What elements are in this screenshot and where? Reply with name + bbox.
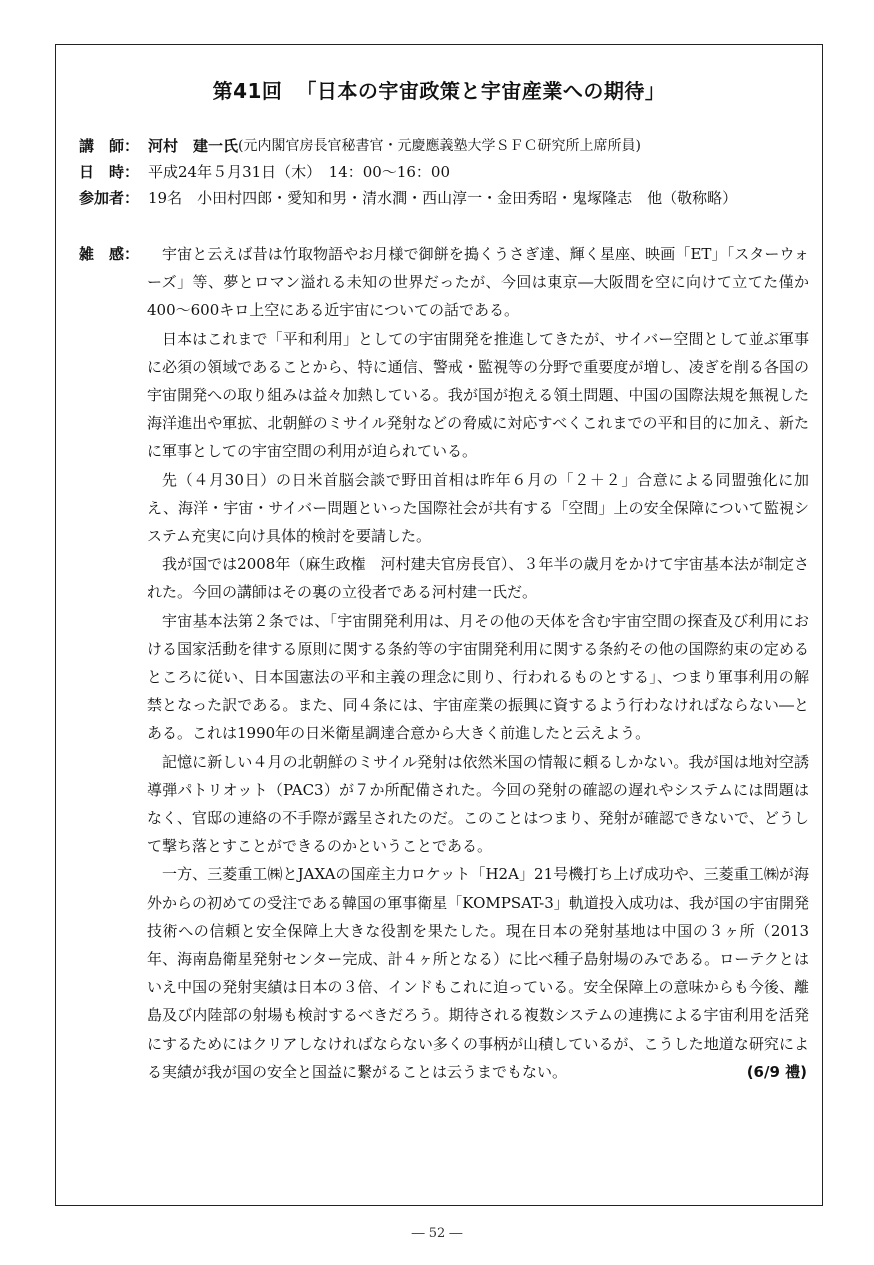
date-row: [79, 159, 809, 185]
page-title: [56, 75, 822, 104]
lecturer-detail: (元内閣官房長官秘書官・元慶應義塾大学ＳＦＣ研究所上席所員): [238, 138, 641, 154]
impressions-body: [147, 240, 809, 1086]
date-key: 日 時：: [79, 163, 140, 181]
attendees-value: 19名 小田村四郎・愛知和男・清水澗・西山淳一・金田秀昭・鬼塚隆志 他（敬称略）: [148, 189, 738, 207]
document-frame: [55, 44, 823, 1206]
paragraph: 宇宙基本法第２条では、「宇宙開発利用は、月その他の天体を含む宇宙空間の探査及び利用における国家活動を律する原則に関する条約等の宇宙開発利用に関する条約その他の国際約束の定めるところに従い、日本国憲法の平和主義の理念に則り、行われるものとする」、つまり軍事利用の解禁となった訳である。また、同４条には、宇宙産業の振興に資するよう行わなければならない―とある。これは1990年の日米衛星調達合意から大きく前進したと云えよう。: [147, 611, 809, 743]
impressions-label: 雑 感：: [79, 245, 140, 263]
lecturer-name: 河村 建一氏: [148, 137, 239, 155]
signature: (6/9 禮): [746, 1062, 807, 1081]
date-value: 平成24年５月31日（木） 14：00～16：00: [148, 163, 451, 181]
attendees-row: [79, 185, 809, 211]
paragraph: 宇宙と云えば昔は竹取物語やお月様で御餅を搗くうさぎ達、輝く星座、映画「ET」「スターウォーズ」等、夢とロマン溢れる未知の世界だったが、今回は東京―大阪間を空に向けて立てた僅か400～600キロ上空にある近宇宙についての話である。: [147, 245, 809, 320]
lecturer-key: 講 師：: [79, 137, 140, 155]
lecturer-row: [79, 133, 809, 159]
page-number: ― 52 ―: [411, 1226, 463, 1241]
meta-block: [79, 133, 809, 211]
paragraph: 記憶に新しい４月の北朝鮮のミサイル発射は依然米国の情報に頼るしかない。我が国は地対空誘導弾パトリオット（PAC3）が７か所配備された。今回の発射の確認の遅れやシステムには問題はなく、官邸の連絡の不手際が露呈されたのだ。このことはつまり、発射が確認できないで、どうして撃ち落とすことができるのかということである。: [147, 752, 809, 856]
session-number: 第41回: [212, 79, 283, 103]
paragraph: 日本はこれまで「平和利用」としての宇宙開発を推進してきたが、サイバー空間として並ぶ軍事に必須の領域であることから、特に通信、警戒・監視等の分野で重要度が増し、凌ぎを削る各国の宇宙開発への取り組みは益々加熱している。我が国が抱える領土問題、中国の国際法規を無視した海洋進出や軍拡、北朝鮮のミサイル発射などの脅威に対応すべくこれまでの平和目的に加え、新たに軍事としての宇宙空間の利用が迫られている。: [147, 329, 809, 461]
paragraph-last-text: 一方、三菱重工㈱とJAXAの国産主力ロケット「H2A」21号機打ち上げ成功や、三菱重工㈱が海外からの初めての受注である韓国の軍事衛星「KOMPSAT-3」軌道投入成功は、我が国の宇宙開発技術への信頼と安全保障上大きな役割を果たした。現在日本の発射基地は中国の３ヶ所（2013年、海南島衛星発射センター完成、計４ヶ所となる）に比べ種子島射場のみである。ローテクとはいえ中国の発射実績は日本の３倍、インドもこれに迫っている。安全保障上の意味からも今後、離島及び内陸部の射場も検討するべきだろう。期待される複数システムの連携による宇宙利用を活発にするためにはクリアしなければならない多くの事柄が山積しているが、こうした地道な研究による実績が我が国の安全と国益に繋がることは云うまでもない。: [147, 865, 809, 1081]
paragraph: 我が国では2008年（麻生政権 河村建夫官房長官）、３年半の歳月をかけて宇宙基本法が制定された。今回の講師はその裏の立役者である河村建一氏だ。: [147, 555, 809, 602]
attendees-key: 参加者：: [79, 189, 140, 207]
paragraph: 先（４月30日）の日米首脳会談で野田首相は昨年６月の「２＋２」合意による同盟強化に加え、海洋・宇宙・サイバー問題といった国際社会が共有する「空間」上の安全保障について監視システム充実に向け具体的検討を要請した。: [147, 470, 809, 546]
session-title: 「日本の宇宙政策と宇宙産業への期待」: [296, 79, 666, 103]
paragraph-last: [147, 860, 809, 1086]
